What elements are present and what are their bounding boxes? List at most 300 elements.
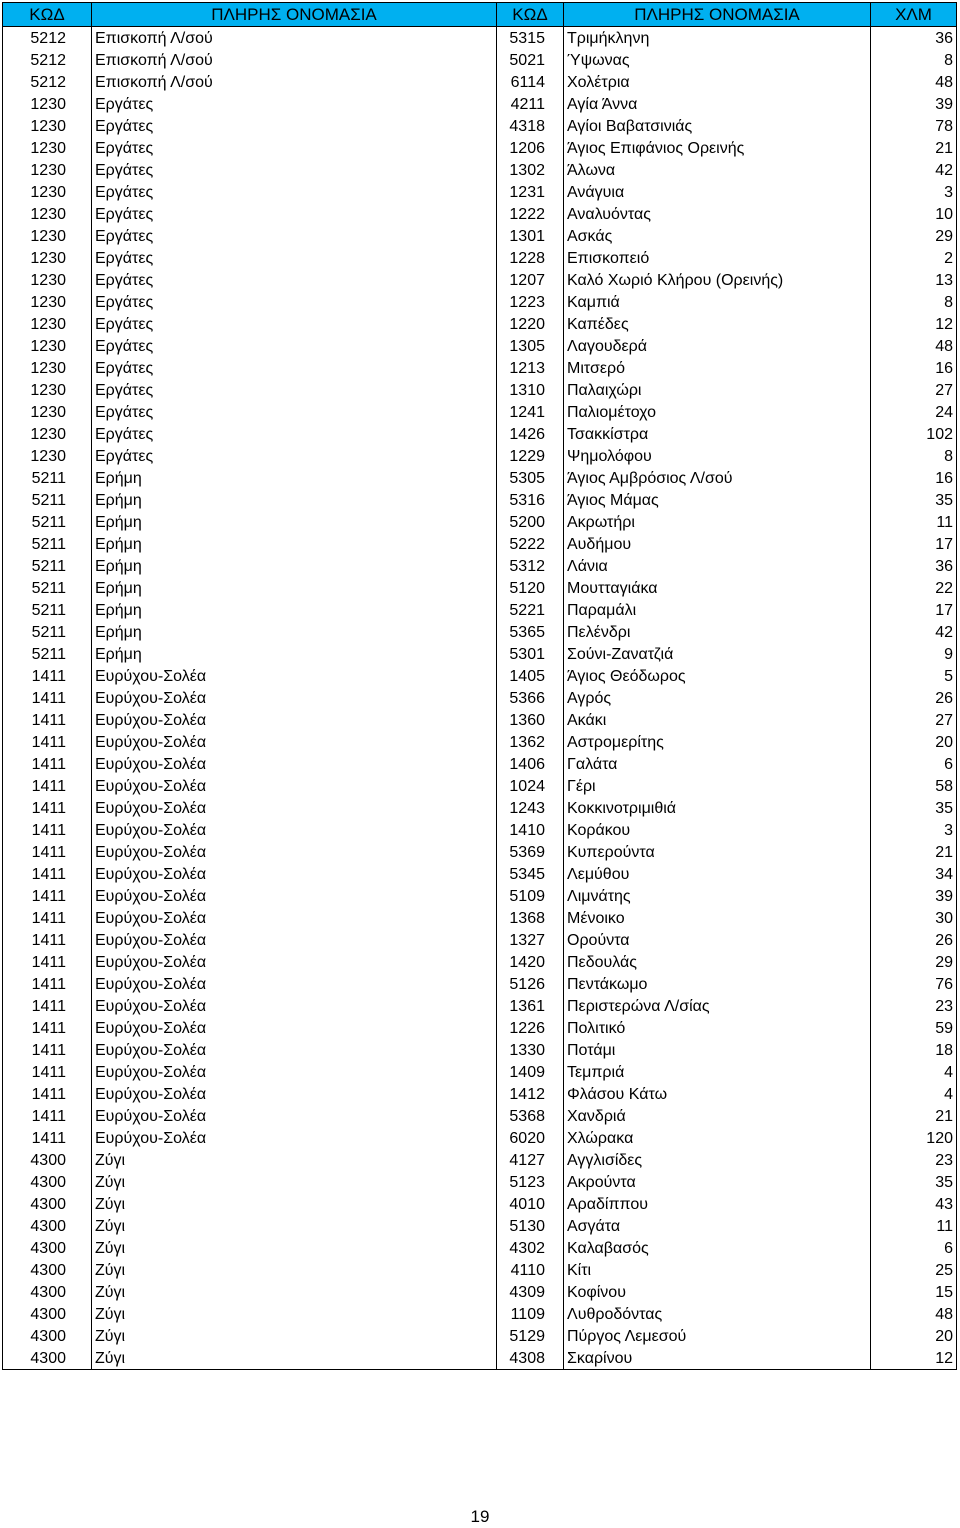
from-code-cell: 4300	[3, 1215, 92, 1237]
to-code-cell: 1406	[497, 753, 564, 775]
to-name-cell: Αστρομερίτης	[564, 731, 871, 753]
from-code-cell: 5211	[3, 577, 92, 599]
to-name-cell: Αγρός	[564, 687, 871, 709]
to-name-cell: Σούνι-Ζανατζιά	[564, 643, 871, 665]
km-cell: 3	[871, 819, 957, 841]
to-name-cell: Ποτάμι	[564, 1039, 871, 1061]
table-row	[3, 137, 957, 159]
from-code-cell: 1230	[3, 313, 92, 335]
from-code-cell: 4300	[3, 1149, 92, 1171]
to-code-cell: 4302	[497, 1237, 564, 1259]
table-row	[3, 1039, 957, 1061]
to-name-cell: Επισκοπειό	[564, 247, 871, 269]
from-code-cell: 1230	[3, 445, 92, 467]
km-cell: 6	[871, 753, 957, 775]
from-name-cell: Ερήμη	[92, 599, 497, 621]
to-name-cell: Πελένδρι	[564, 621, 871, 643]
from-code-cell: 5211	[3, 489, 92, 511]
table-row	[3, 1215, 957, 1237]
from-name-cell: Ζύγι	[92, 1281, 497, 1303]
header-code-2: ΚΩΔ	[497, 3, 564, 27]
to-name-cell: Τσακκίστρα	[564, 423, 871, 445]
to-code-cell: 4010	[497, 1193, 564, 1215]
table-row	[3, 885, 957, 907]
from-code-cell: 1230	[3, 357, 92, 379]
to-code-cell: 1231	[497, 181, 564, 203]
to-name-cell: Χανδριά	[564, 1105, 871, 1127]
to-name-cell: Ακάκι	[564, 709, 871, 731]
table-row	[3, 1193, 957, 1215]
to-name-cell: Ασκάς	[564, 225, 871, 247]
to-code-cell: 4127	[497, 1149, 564, 1171]
to-name-cell: Περιστερώνα Λ/σίας	[564, 995, 871, 1017]
from-name-cell: Εργάτες	[92, 445, 497, 467]
from-code-cell: 5212	[3, 71, 92, 93]
km-cell: 4	[871, 1083, 957, 1105]
from-name-cell: Εργάτες	[92, 401, 497, 423]
km-cell: 120	[871, 1127, 957, 1149]
from-name-cell: Ευρύχου-Σολέα	[92, 863, 497, 885]
from-code-cell: 1411	[3, 863, 92, 885]
to-code-cell: 1368	[497, 907, 564, 929]
from-code-cell: 1411	[3, 819, 92, 841]
km-cell: 76	[871, 973, 957, 995]
table-row	[3, 907, 957, 929]
table-row	[3, 709, 957, 731]
to-code-cell: 1024	[497, 775, 564, 797]
km-cell: 48	[871, 71, 957, 93]
from-name-cell: Ζύγι	[92, 1347, 497, 1370]
to-name-cell: Λεμύθου	[564, 863, 871, 885]
from-name-cell: Εργάτες	[92, 159, 497, 181]
from-code-cell: 1411	[3, 753, 92, 775]
table-row	[3, 841, 957, 863]
from-code-cell: 1230	[3, 335, 92, 357]
to-name-cell: Αυδήμου	[564, 533, 871, 555]
to-code-cell: 6020	[497, 1127, 564, 1149]
from-name-cell: Εργάτες	[92, 379, 497, 401]
to-code-cell: 1426	[497, 423, 564, 445]
to-code-cell: 5109	[497, 885, 564, 907]
from-name-cell: Ερήμη	[92, 467, 497, 489]
to-name-cell: Άλωνα	[564, 159, 871, 181]
table-row	[3, 929, 957, 951]
to-name-cell: Σκαρίνου	[564, 1347, 871, 1370]
from-name-cell: Επισκοπή Λ/σού	[92, 27, 497, 50]
to-code-cell: 5315	[497, 27, 564, 50]
from-name-cell: Ερήμη	[92, 533, 497, 555]
from-name-cell: Ευρύχου-Σολέα	[92, 819, 497, 841]
table-row	[3, 577, 957, 599]
from-code-cell: 4300	[3, 1325, 92, 1347]
to-name-cell: Παραμάλι	[564, 599, 871, 621]
from-code-cell: 1230	[3, 203, 92, 225]
to-name-cell: Καλό Χωριό Κλήρου (Ορεινής)	[564, 269, 871, 291]
km-cell: 21	[871, 841, 957, 863]
from-name-cell: Ευρύχου-Σολέα	[92, 1061, 497, 1083]
table-row	[3, 291, 957, 313]
to-name-cell: Πύργος Λεμεσού	[564, 1325, 871, 1347]
from-code-cell: 1411	[3, 1017, 92, 1039]
table-row	[3, 511, 957, 533]
to-name-cell: Ασγάτα	[564, 1215, 871, 1237]
to-name-cell: Ανάγυια	[564, 181, 871, 203]
from-name-cell: Εργάτες	[92, 247, 497, 269]
table-row	[3, 225, 957, 247]
from-code-cell: 4300	[3, 1347, 92, 1370]
table-row	[3, 951, 957, 973]
from-code-cell: 5211	[3, 533, 92, 555]
to-code-cell: 5200	[497, 511, 564, 533]
to-code-cell: 1310	[497, 379, 564, 401]
to-code-cell: 5312	[497, 555, 564, 577]
from-name-cell: Ευρύχου-Σολέα	[92, 687, 497, 709]
km-cell: 21	[871, 1105, 957, 1127]
from-code-cell: 1411	[3, 1061, 92, 1083]
km-cell: 102	[871, 423, 957, 445]
from-code-cell: 1230	[3, 291, 92, 313]
from-name-cell: Ζύγι	[92, 1193, 497, 1215]
table-row	[3, 489, 957, 511]
table-row	[3, 247, 957, 269]
to-name-cell: Μουτταγιάκα	[564, 577, 871, 599]
table-row	[3, 1347, 957, 1370]
from-code-cell: 4300	[3, 1303, 92, 1325]
to-name-cell: Φλάσου Κάτω	[564, 1083, 871, 1105]
to-name-cell: Άγιος Επιφάνιος Ορεινής	[564, 137, 871, 159]
from-name-cell: Ζύγι	[92, 1259, 497, 1281]
km-cell: 6	[871, 1237, 957, 1259]
from-code-cell: 1230	[3, 137, 92, 159]
from-code-cell: 1230	[3, 247, 92, 269]
km-cell: 48	[871, 1303, 957, 1325]
to-name-cell: Ορούντα	[564, 929, 871, 951]
page-number: 19	[470, 1507, 490, 1526]
km-cell: 2	[871, 247, 957, 269]
table-row	[3, 203, 957, 225]
km-cell: 12	[871, 313, 957, 335]
km-cell: 16	[871, 357, 957, 379]
km-cell: 42	[871, 621, 957, 643]
to-code-cell: 5221	[497, 599, 564, 621]
table-row	[3, 93, 957, 115]
to-name-cell: Παλαιχώρι	[564, 379, 871, 401]
km-cell: 35	[871, 797, 957, 819]
to-code-cell: 1228	[497, 247, 564, 269]
from-code-cell: 1230	[3, 379, 92, 401]
to-code-cell: 1213	[497, 357, 564, 379]
table-header-row	[3, 3, 957, 27]
from-name-cell: Ευρύχου-Σολέα	[92, 665, 497, 687]
from-code-cell: 1230	[3, 115, 92, 137]
from-code-cell: 1230	[3, 225, 92, 247]
to-name-cell: Πεδουλάς	[564, 951, 871, 973]
from-name-cell: Ζύγι	[92, 1171, 497, 1193]
table-row	[3, 357, 957, 379]
from-code-cell: 1230	[3, 159, 92, 181]
from-code-cell: 1411	[3, 1127, 92, 1149]
table-row	[3, 1083, 957, 1105]
km-cell: 26	[871, 929, 957, 951]
km-cell: 16	[871, 467, 957, 489]
to-code-cell: 1409	[497, 1061, 564, 1083]
from-name-cell: Ζύγι	[92, 1303, 497, 1325]
to-name-cell: Αγία Άννα	[564, 93, 871, 115]
from-name-cell: Επισκοπή Λ/σού	[92, 49, 497, 71]
table-row	[3, 467, 957, 489]
from-code-cell: 1411	[3, 665, 92, 687]
from-name-cell: Ζύγι	[92, 1237, 497, 1259]
km-cell: 59	[871, 1017, 957, 1039]
from-name-cell: Ευρύχου-Σολέα	[92, 1105, 497, 1127]
from-code-cell: 1411	[3, 1083, 92, 1105]
to-name-cell: Ύψωνας	[564, 49, 871, 71]
to-name-cell: Καπέδες	[564, 313, 871, 335]
from-code-cell: 1411	[3, 951, 92, 973]
to-code-cell: 1410	[497, 819, 564, 841]
km-cell: 8	[871, 49, 957, 71]
to-code-cell: 1362	[497, 731, 564, 753]
table-row	[3, 995, 957, 1017]
from-name-cell: Ευρύχου-Σολέα	[92, 929, 497, 951]
to-name-cell: Χλώρακα	[564, 1127, 871, 1149]
to-code-cell: 5120	[497, 577, 564, 599]
from-name-cell: Ερήμη	[92, 489, 497, 511]
to-code-cell: 4318	[497, 115, 564, 137]
from-name-cell: Ευρύχου-Σολέα	[92, 995, 497, 1017]
km-cell: 39	[871, 885, 957, 907]
to-code-cell: 1206	[497, 137, 564, 159]
to-name-cell: Καμπιά	[564, 291, 871, 313]
table-row	[3, 159, 957, 181]
from-code-cell: 1411	[3, 885, 92, 907]
km-cell: 20	[871, 1325, 957, 1347]
from-name-cell: Εργάτες	[92, 423, 497, 445]
to-name-cell: Αγίοι Βαβατσινιάς	[564, 115, 871, 137]
to-name-cell: Γέρι	[564, 775, 871, 797]
to-code-cell: 1241	[497, 401, 564, 423]
to-code-cell: 1222	[497, 203, 564, 225]
to-name-cell: Κοράκου	[564, 819, 871, 841]
table-row	[3, 599, 957, 621]
from-code-cell: 1411	[3, 775, 92, 797]
table-row	[3, 775, 957, 797]
to-name-cell: Τριμήκληνη	[564, 27, 871, 50]
km-cell: 36	[871, 555, 957, 577]
km-cell: 34	[871, 863, 957, 885]
from-code-cell: 1411	[3, 929, 92, 951]
to-name-cell: Τεμπριά	[564, 1061, 871, 1083]
from-name-cell: Ερήμη	[92, 643, 497, 665]
from-name-cell: Ευρύχου-Σολέα	[92, 709, 497, 731]
table-row	[3, 115, 957, 137]
from-code-cell: 4300	[3, 1171, 92, 1193]
to-name-cell: Παλιομέτοχο	[564, 401, 871, 423]
to-name-cell: Ακρούντα	[564, 1171, 871, 1193]
to-name-cell: Κυπερούντα	[564, 841, 871, 863]
table-row	[3, 665, 957, 687]
to-code-cell: 5366	[497, 687, 564, 709]
km-cell: 35	[871, 489, 957, 511]
to-name-cell: Πολιτικό	[564, 1017, 871, 1039]
to-name-cell: Γαλάτα	[564, 753, 871, 775]
to-name-cell: Μιτσερό	[564, 357, 871, 379]
km-cell: 8	[871, 291, 957, 313]
distance-table	[2, 2, 957, 1370]
from-name-cell: Ερήμη	[92, 577, 497, 599]
table-row	[3, 643, 957, 665]
table-row	[3, 731, 957, 753]
km-cell: 12	[871, 1347, 957, 1370]
km-cell: 17	[871, 599, 957, 621]
from-name-cell: Ευρύχου-Σολέα	[92, 951, 497, 973]
to-name-cell: Αγγλισίδες	[564, 1149, 871, 1171]
table-row	[3, 1149, 957, 1171]
to-name-cell: Λυθροδόντας	[564, 1303, 871, 1325]
from-code-cell: 5211	[3, 599, 92, 621]
from-code-cell: 1230	[3, 93, 92, 115]
km-cell: 27	[871, 379, 957, 401]
from-code-cell: 1411	[3, 995, 92, 1017]
table-row	[3, 1105, 957, 1127]
from-code-cell: 5211	[3, 555, 92, 577]
from-name-cell: Εργάτες	[92, 225, 497, 247]
to-code-cell: 5345	[497, 863, 564, 885]
from-name-cell: Ζύγι	[92, 1215, 497, 1237]
to-name-cell: Άγιος Αμβρόσιος Λ/σού	[564, 467, 871, 489]
to-code-cell: 4308	[497, 1347, 564, 1370]
table-row	[3, 423, 957, 445]
from-code-cell: 5211	[3, 621, 92, 643]
from-name-cell: Ευρύχου-Σολέα	[92, 841, 497, 863]
km-cell: 26	[871, 687, 957, 709]
km-cell: 15	[871, 1281, 957, 1303]
km-cell: 3	[871, 181, 957, 203]
to-code-cell: 1420	[497, 951, 564, 973]
from-name-cell: Ερήμη	[92, 555, 497, 577]
to-name-cell: Λαγουδερά	[564, 335, 871, 357]
table-row	[3, 555, 957, 577]
from-name-cell: Εργάτες	[92, 137, 497, 159]
km-cell: 35	[871, 1171, 957, 1193]
table-row	[3, 313, 957, 335]
km-cell: 8	[871, 445, 957, 467]
to-code-cell: 1305	[497, 335, 564, 357]
to-code-cell: 1220	[497, 313, 564, 335]
km-cell: 11	[871, 511, 957, 533]
from-name-cell: Ευρύχου-Σολέα	[92, 797, 497, 819]
from-code-cell: 1411	[3, 797, 92, 819]
km-cell: 13	[871, 269, 957, 291]
table-row	[3, 1259, 957, 1281]
to-name-cell: Αναλυόντας	[564, 203, 871, 225]
table-row	[3, 269, 957, 291]
table-row	[3, 863, 957, 885]
from-name-cell: Ευρύχου-Σολέα	[92, 1017, 497, 1039]
table-row	[3, 1017, 957, 1039]
to-name-cell: Κοκκινοτριμιθιά	[564, 797, 871, 819]
from-code-cell: 1411	[3, 687, 92, 709]
table-row	[3, 1303, 957, 1325]
km-cell: 18	[871, 1039, 957, 1061]
to-code-cell: 5369	[497, 841, 564, 863]
from-name-cell: Ευρύχου-Σολέα	[92, 1083, 497, 1105]
from-code-cell: 4300	[3, 1259, 92, 1281]
from-code-cell: 1230	[3, 269, 92, 291]
table-row	[3, 335, 957, 357]
km-cell: 36	[871, 27, 957, 50]
to-code-cell: 5365	[497, 621, 564, 643]
from-code-cell: 1411	[3, 1039, 92, 1061]
table-row	[3, 1237, 957, 1259]
km-cell: 29	[871, 225, 957, 247]
km-cell: 58	[871, 775, 957, 797]
header-full-name-1: ΠΛΗΡΗΣ ΟΝΟΜΑΣΙΑ	[92, 3, 497, 27]
km-cell: 9	[871, 643, 957, 665]
from-code-cell: 4300	[3, 1281, 92, 1303]
km-cell: 20	[871, 731, 957, 753]
from-code-cell: 5211	[3, 643, 92, 665]
to-code-cell: 5130	[497, 1215, 564, 1237]
table-row	[3, 687, 957, 709]
km-cell: 5	[871, 665, 957, 687]
table-row	[3, 533, 957, 555]
from-code-cell: 1411	[3, 731, 92, 753]
from-code-cell: 5212	[3, 27, 92, 50]
table-row	[3, 379, 957, 401]
from-code-cell: 1411	[3, 973, 92, 995]
to-code-cell: 1405	[497, 665, 564, 687]
km-cell: 78	[871, 115, 957, 137]
to-code-cell: 1223	[497, 291, 564, 313]
from-name-cell: Εργάτες	[92, 291, 497, 313]
to-code-cell: 1226	[497, 1017, 564, 1039]
table-row	[3, 445, 957, 467]
to-code-cell: 1301	[497, 225, 564, 247]
from-code-cell: 4300	[3, 1237, 92, 1259]
table-row	[3, 27, 957, 50]
from-code-cell: 5212	[3, 49, 92, 71]
to-name-cell: Άγιος Μάμας	[564, 489, 871, 511]
table-row	[3, 1127, 957, 1149]
to-name-cell: Πεντάκωμο	[564, 973, 871, 995]
from-code-cell: 1411	[3, 709, 92, 731]
km-cell: 27	[871, 709, 957, 731]
from-name-cell: Ευρύχου-Σολέα	[92, 973, 497, 995]
to-code-cell: 1330	[497, 1039, 564, 1061]
to-name-cell: Κοφίνου	[564, 1281, 871, 1303]
from-name-cell: Ερήμη	[92, 621, 497, 643]
from-name-cell: Ζύγι	[92, 1149, 497, 1171]
from-name-cell: Εργάτες	[92, 357, 497, 379]
table-row	[3, 973, 957, 995]
to-name-cell: Αραδίππου	[564, 1193, 871, 1215]
table-row	[3, 1061, 957, 1083]
to-name-cell: Λιμνάτης	[564, 885, 871, 907]
km-cell: 43	[871, 1193, 957, 1215]
table-body	[3, 27, 957, 1370]
from-name-cell: Ευρύχου-Σολέα	[92, 907, 497, 929]
from-code-cell: 1230	[3, 181, 92, 203]
to-code-cell: 1412	[497, 1083, 564, 1105]
to-code-cell: 5222	[497, 533, 564, 555]
km-cell: 10	[871, 203, 957, 225]
table-row	[3, 401, 957, 423]
from-code-cell: 1411	[3, 907, 92, 929]
km-cell: 4	[871, 1061, 957, 1083]
from-name-cell: Ερήμη	[92, 511, 497, 533]
table-row	[3, 819, 957, 841]
